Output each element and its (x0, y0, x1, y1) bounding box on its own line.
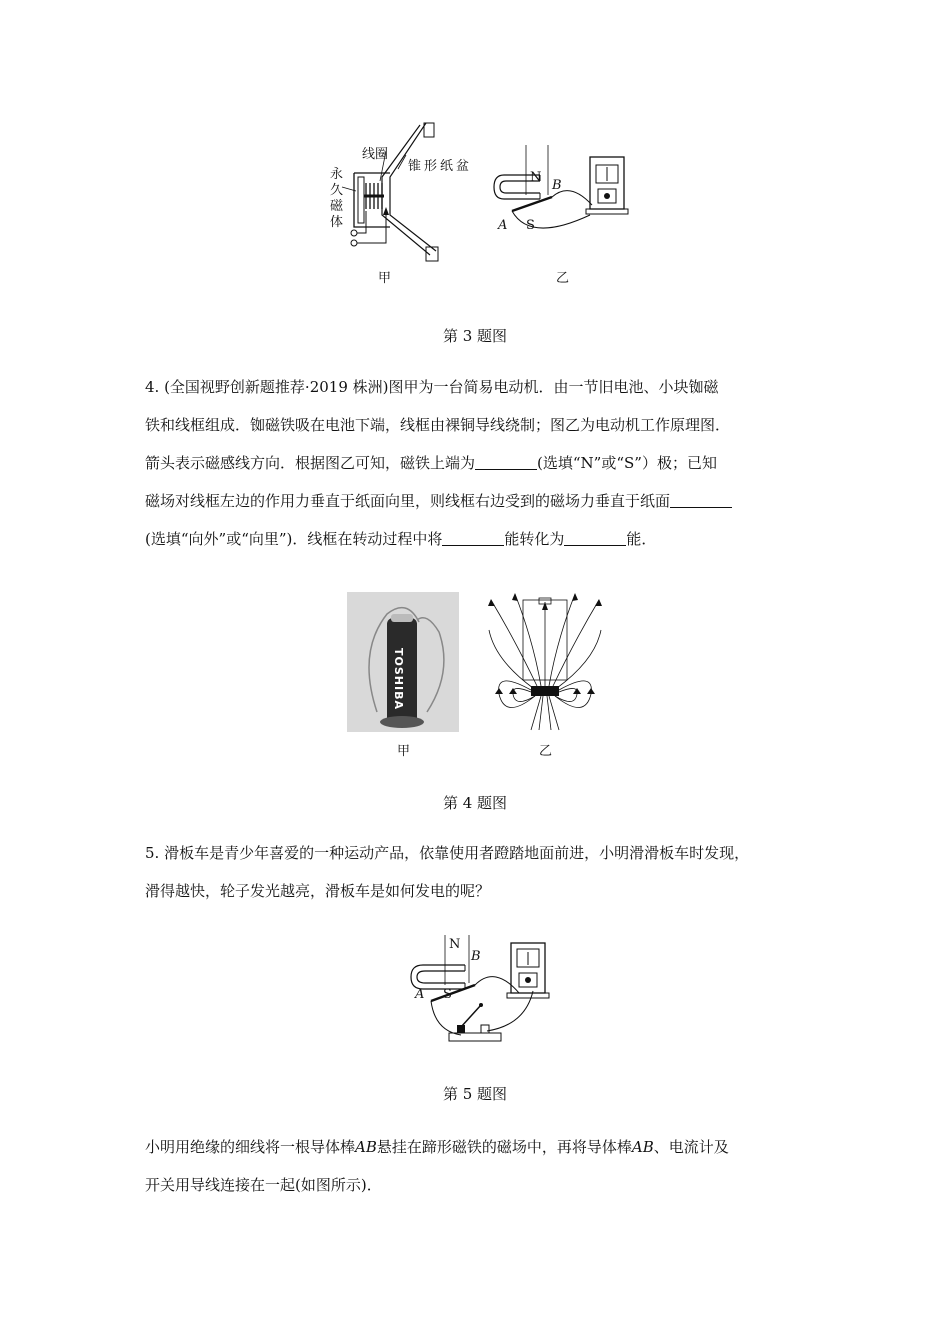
figure-5 (405, 935, 555, 1045)
fig5-label-n: N (449, 937, 461, 952)
label-cone: 锥形纸盆 (408, 159, 473, 174)
q4-line-4: 磁场对线框左边的作用力垂直于纸面向里，则线框右边受到的磁场力垂直于纸面 (145, 482, 815, 520)
fig5-label-b: B (471, 949, 481, 964)
sub-label-yi: 乙 (556, 271, 570, 286)
fig3-caption: 第 3 题图 (442, 327, 508, 345)
q4-line-5: (选填“向外”或“向里”)．线框在转动过程中将 能转化为 能． (145, 530, 657, 548)
battery-photo (347, 592, 459, 732)
fig4-caption: 第 4 题图 (442, 794, 508, 812)
answer-blank-1[interactable] (475, 454, 537, 470)
fig4-sub-label-jia: 甲 (397, 744, 411, 759)
label-magnet-1: 永 (330, 167, 344, 182)
answer-blank-2[interactable] (670, 492, 732, 508)
field-lines-diagram (485, 590, 605, 735)
fig5-label-a: A (415, 987, 425, 1002)
label-n: N (530, 170, 542, 185)
label-a: A (498, 218, 508, 233)
question-4 (145, 368, 815, 558)
question-5 (145, 834, 815, 910)
fig5-caption: 第 5 题图 (442, 1085, 508, 1103)
q4-line-3: 箭头表示磁感线方向．根据图乙可知，磁铁上端为 (选填“N”或“S”）极；已知 (145, 454, 717, 472)
figure-4 (345, 590, 615, 760)
q4-line-1: 4. (全国视野创新题推荐·2019 株洲)图甲为一台简易电动机．由一节旧电池、小块铷磁 (145, 378, 719, 396)
label-magnet-3: 磁 (330, 199, 344, 214)
q5-line-2: 滑得越快，轮子发光越亮，滑板车是如何发电的呢？ (145, 882, 491, 900)
label-b: B (552, 178, 562, 193)
tail-line-2: 开关用导线连接在一起(如图所示)． (145, 1176, 382, 1194)
label-coil: 线圈 (362, 147, 389, 162)
tail-line-1: 小明用绝缘的细线将一根导体棒AB悬挂在蹄形磁铁的磁场中，再将导体棒AB、电流计及 (145, 1138, 729, 1156)
sub-label-jia: 甲 (378, 271, 392, 286)
galvanometer-diagram (490, 145, 630, 245)
fig5-label-s: S (443, 987, 452, 1002)
experiment-description (145, 1128, 815, 1204)
answer-blank-3[interactable] (442, 530, 504, 546)
figure-3 (320, 115, 640, 285)
fig4-sub-label-yi: 乙 (539, 744, 553, 759)
label-s: S (526, 218, 535, 233)
label-magnet-4: 体 (330, 215, 344, 230)
label-magnet-2: 久 (330, 183, 344, 198)
battery-brand: TOSHIBA (392, 648, 405, 710)
q4-line-2: 铁和线框组成．铷磁铁吸在电池下端，线框由裸铜导线绕制；图乙为电动机工作原理图． (145, 416, 731, 434)
answer-blank-4[interactable] (564, 530, 626, 546)
q5-line-1: 5. 滑板车是青少年喜爱的一种运动产品，依靠使用者蹬踏地面前进，小明滑滑板车时发现， (145, 844, 750, 862)
